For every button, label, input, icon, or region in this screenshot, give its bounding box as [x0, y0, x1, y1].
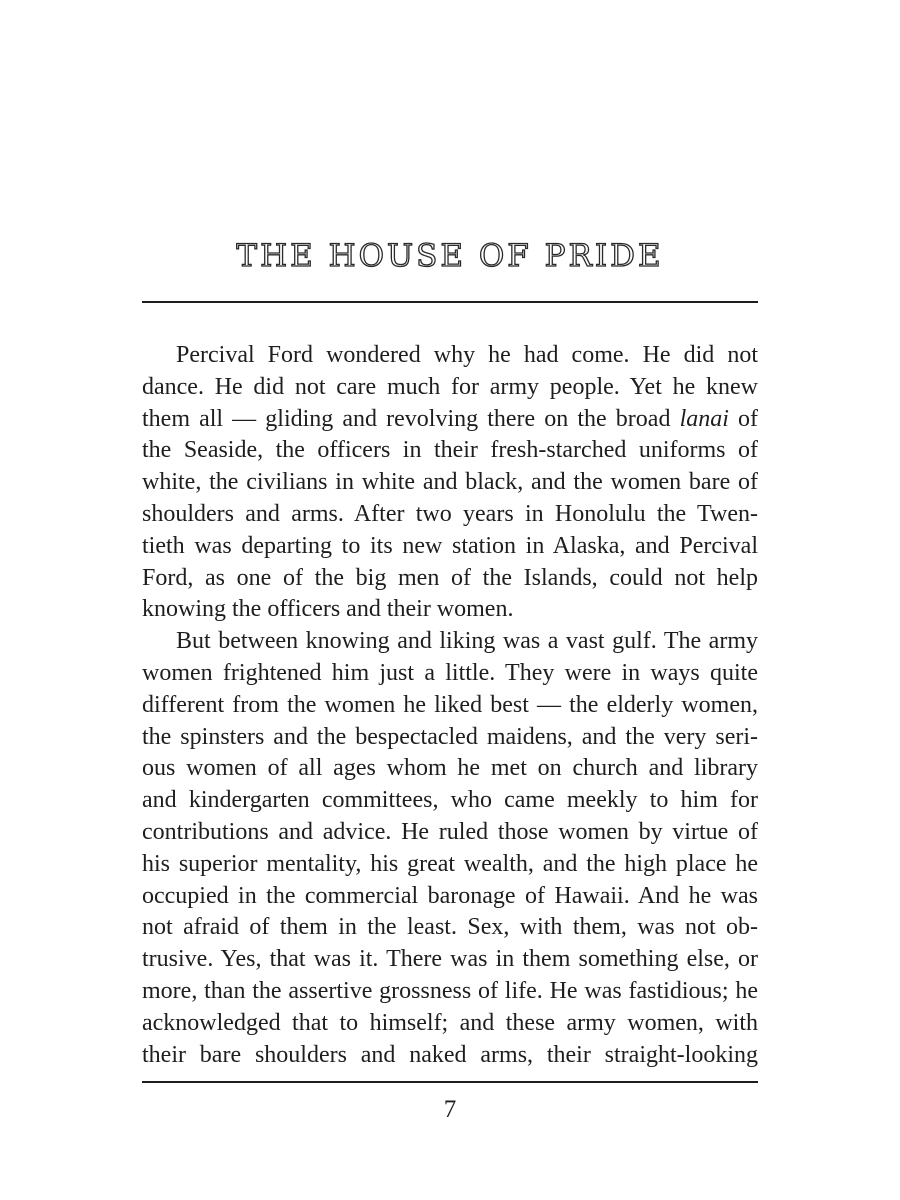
text-line: not afraid of them in the least. Sex, with them, was not ob- — [142, 914, 758, 941]
text-line — [142, 404, 758, 436]
text-line: tieth was departing to its new station in Alaska, and Percival — [142, 532, 758, 559]
text-line: white, the civilians in white and black, and the women bare of — [142, 469, 758, 496]
text-line: his superior mentality, his great wealth, and the high place he — [142, 850, 758, 877]
page-number: 7 — [443, 1096, 457, 1123]
text-line: the spinsters and the bespectacled maidens, and the very seri- — [142, 723, 758, 750]
text-line: women frightened him just a little. They were in ways quite — [142, 659, 758, 686]
text-line: the Seaside, the officers in their fresh-starched uniforms of — [142, 437, 758, 464]
title-rule — [142, 301, 758, 303]
text-line: Ford, as one of the big men of the Islands, could not help — [142, 564, 758, 591]
text-line: their bare shoulders and naked arms, their straight-looking — [142, 1041, 758, 1068]
text-line: Percival Ford wondered why he had come. He did not — [176, 342, 758, 368]
footer-rule — [142, 1081, 758, 1083]
text-line: occupied in the commercial baronage of Hawaii. And he was — [142, 882, 758, 909]
chapter-body — [142, 340, 758, 1071]
text-line: trusive. Yes, that was it. There was in them something else, or — [142, 946, 758, 973]
text-line: knowing the officers and their women. — [142, 596, 514, 623]
text-line: dance. He did not care much for army people. Yet he knew — [142, 373, 758, 400]
italic-word-lanai: lanai — [679, 405, 729, 432]
text-line: ous women of all ages whom he met on church and library — [142, 755, 758, 782]
text-line: But between knowing and liking was a vast gulf. The army — [176, 628, 758, 655]
text-segment: them all — gliding and revolving there on the broad — [142, 405, 680, 432]
text-line: more, than the assertive grossness of life. He was fastidious; he — [142, 977, 758, 1004]
text-line: shoulders and arms. After two years in Honolulu the Twen- — [142, 500, 758, 527]
chapter-title: THE HOUSE OF PRIDE — [236, 238, 664, 274]
text-line: contributions and advice. He ruled those women by virtue of — [142, 818, 758, 845]
text-line: and kindergarten committees, who came meekly to him for — [142, 787, 758, 814]
text-line: different from the women he liked best — the elderly women, — [142, 691, 758, 718]
text-line: acknowledged that to himself; and these army women, with — [142, 1009, 758, 1036]
text-segment: of — [728, 405, 758, 432]
